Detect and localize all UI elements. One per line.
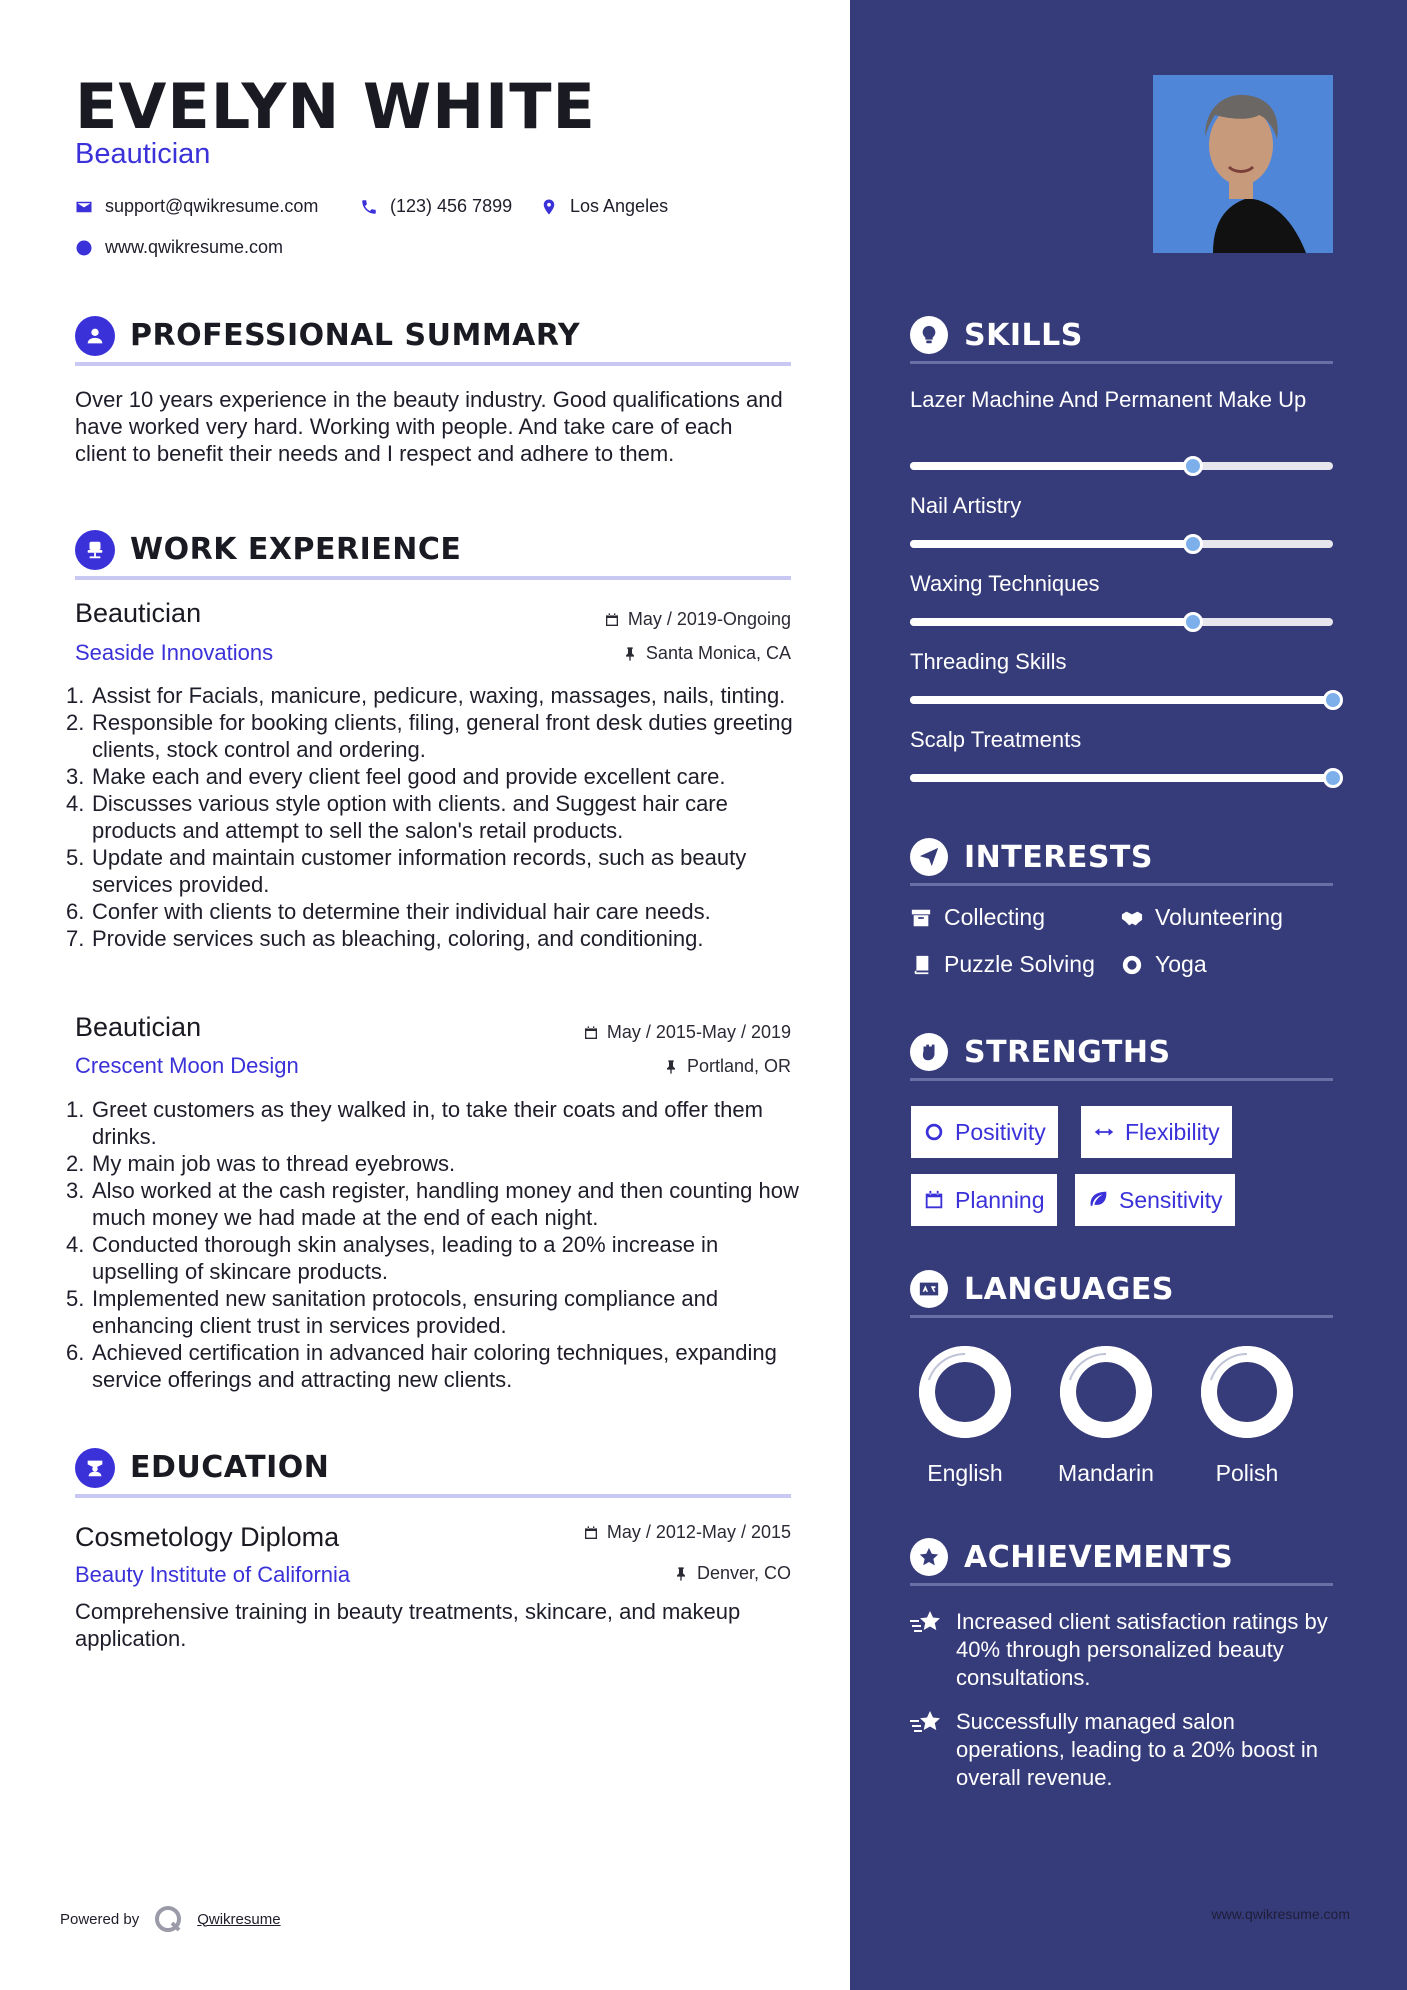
job-1-bullet: 5. Update and maintain customer information records, such as beauty services provided. xyxy=(66,845,747,897)
education-date: May / 2012-May / 2015 xyxy=(583,1522,791,1543)
contact-phone[interactable] xyxy=(360,196,512,217)
job-2-bullet: 2. My main job was to thread eyebrows. xyxy=(66,1151,456,1176)
interest-yoga: Yoga xyxy=(1121,951,1207,978)
skill-level-fill xyxy=(910,696,1333,704)
skill-level-bar xyxy=(910,696,1333,704)
summary-title: PROFESSIONAL SUMMARY xyxy=(130,318,581,353)
language-name: Polish xyxy=(1215,1460,1279,1486)
qwikresume-link[interactable]: Qwikresume xyxy=(197,1910,281,1928)
interests-section-header xyxy=(910,838,1333,886)
skill-name: Threading Skills xyxy=(910,649,1067,674)
achievements-section-header xyxy=(910,1538,1333,1586)
pushpin-icon xyxy=(622,646,638,662)
job-1-bullet: 2. Responsible for booking clients, filing, general front desk duties greeting clients, stock control and ordering. xyxy=(66,710,793,762)
language-translate-icon xyxy=(910,1270,948,1308)
shooting-star-icon xyxy=(910,1710,942,1736)
education-degree: Cosmetology Diploma xyxy=(75,1522,340,1552)
job-2-bullet: 3. Also worked at the cash register, handling money and then counting how much money we had made at the end of each night. xyxy=(66,1178,799,1230)
skill-level-fill xyxy=(910,462,1193,470)
job-1-location: Santa Monica, CA xyxy=(622,643,791,664)
skill-level-bar xyxy=(910,462,1333,470)
job-1-company: Seaside Innovations xyxy=(75,640,274,665)
contact-location xyxy=(540,196,668,217)
job-2-title: Beautician xyxy=(75,1012,202,1042)
experience-title: WORK EXPERIENCE xyxy=(130,532,462,567)
language-level-ring xyxy=(917,1344,1013,1440)
qwikresume-logo-icon xyxy=(153,1904,183,1934)
skill-name: Scalp Treatments xyxy=(910,727,1082,752)
achievement-1: Increased client satisfaction ratings by 40% through personalized beauty consultations. xyxy=(910,1608,1340,1692)
lightbulb-icon xyxy=(910,316,948,354)
powered-by: Powered by Qwikresume xyxy=(60,1904,281,1934)
job-1-title: Beautician xyxy=(75,598,202,628)
language-polish xyxy=(1192,1344,1302,1487)
skill-name: Lazer Machine And Permanent Make Up xyxy=(910,387,1307,412)
education-title: EDUCATION xyxy=(130,1450,330,1485)
phone-icon xyxy=(360,198,378,216)
skill-level-knob xyxy=(1323,768,1343,788)
sidebar-column xyxy=(850,0,1407,1990)
skill-level-knob xyxy=(1183,534,1203,554)
strengths-section-header xyxy=(910,1033,1333,1081)
job-2-bullets xyxy=(66,1096,800,1393)
contact-email[interactable] xyxy=(75,196,318,217)
job-2-company: Crescent Moon Design xyxy=(75,1053,299,1078)
skill-level-fill xyxy=(910,774,1333,782)
job-2-bullet: 1. Greet customers as they walked in, to take their coats and offer them drinks. xyxy=(66,1097,763,1149)
interest-collecting: Collecting xyxy=(910,904,1045,931)
job-2-date: May / 2015-May / 2019 xyxy=(583,1022,791,1043)
strength-sensitivity: Sensitivity xyxy=(1075,1174,1235,1226)
language-mandarin xyxy=(1051,1344,1161,1487)
paper-plane-icon xyxy=(910,838,948,876)
user-icon xyxy=(75,316,115,356)
candidate-name: EVELYN WHITE xyxy=(75,70,596,143)
skill-level-bar xyxy=(910,540,1333,548)
experience-section-header xyxy=(75,530,791,580)
languages-section-header xyxy=(910,1270,1333,1318)
job-2-bullet: 5. Implemented new sanitation protocols, ensuring compliance and enhancing client trust in services provided. xyxy=(66,1286,719,1338)
strength-planning: Planning xyxy=(911,1174,1057,1226)
education-section-header xyxy=(75,1448,791,1498)
globe-icon xyxy=(75,239,93,257)
sun-icon xyxy=(923,1121,945,1143)
job-1-bullet: 4. Discusses various style option with clients. and Suggest hair care products and attempt to sell the salon's retail products. xyxy=(66,791,728,843)
contact-website[interactable] xyxy=(75,237,283,258)
job-1-bullet: 7. Provide services such as bleaching, coloring, and conditioning. xyxy=(66,926,704,951)
skill-level-fill xyxy=(910,618,1193,626)
book-icon xyxy=(910,954,932,976)
profile-photo xyxy=(1153,75,1333,253)
skill-level-knob xyxy=(1323,690,1343,710)
job-2-bullet: 6. Achieved certification in advanced hair coloring techniques, expanding service offerings and attracting new clients. xyxy=(66,1340,777,1392)
job-1-bullets xyxy=(66,682,800,952)
handshake-icon xyxy=(1121,907,1143,929)
skill-level-bar xyxy=(910,774,1333,782)
language-english xyxy=(910,1344,1020,1487)
skill-name: Waxing Techniques xyxy=(910,571,1100,596)
education-description: Comprehensive training in beauty treatments, skincare, and makeup application. xyxy=(75,1599,741,1651)
skill-level-bar xyxy=(910,618,1333,626)
achievements-title: ACHIEVEMENTS xyxy=(964,1540,1234,1575)
raised-fist-icon xyxy=(910,1033,948,1071)
summary-section-header xyxy=(75,316,791,366)
job-1-bullet: 1. Assist for Facials, manicure, pedicure, waxing, massages, nails, tinting. xyxy=(66,683,786,708)
job-1-date: May / 2019-Ongoing xyxy=(604,609,791,630)
interest-volunteering: Volunteering xyxy=(1121,904,1283,931)
skill-level-knob xyxy=(1183,456,1203,476)
interests-title: INTERESTS xyxy=(964,840,1153,875)
life-ring-icon xyxy=(1121,954,1143,976)
candidate-role: Beautician xyxy=(75,138,211,170)
job-1-bullet: 6. Confer with clients to determine their individual hair care needs. xyxy=(66,899,711,924)
interest-puzzle-solving: Puzzle Solving xyxy=(910,951,1095,978)
skills-title: SKILLS xyxy=(964,318,1083,353)
leaf-icon xyxy=(1087,1189,1109,1211)
shooting-star-icon xyxy=(910,1610,942,1636)
skill-level-fill xyxy=(910,540,1193,548)
calendar-icon xyxy=(923,1189,945,1211)
arrows-horizontal-icon xyxy=(1093,1121,1115,1143)
education-school: Beauty Institute of California xyxy=(75,1562,351,1587)
phone-text: (123) 456 7899 xyxy=(390,196,513,216)
strength-flexibility: Flexibility xyxy=(1081,1106,1232,1158)
email-text: support@qwikresume.com xyxy=(105,196,319,216)
envelope-icon xyxy=(75,198,93,216)
achievement-2: Successfully managed salon operations, leading to a 20% boost in overall revenue. xyxy=(910,1708,1340,1792)
summary-text: Over 10 years experience in the beauty industry. Good qualifications and have worked very hard. Working with people. And take care of each client to benefit their needs and I respect and adhere to them. xyxy=(75,387,783,466)
language-level-ring xyxy=(1058,1344,1154,1440)
pushpin-icon xyxy=(663,1059,679,1075)
strengths-title: STRENGTHS xyxy=(964,1035,1171,1070)
pushpin-icon xyxy=(673,1566,689,1582)
map-pin-icon xyxy=(540,198,558,216)
calendar-icon xyxy=(604,612,620,628)
calendar-icon xyxy=(583,1025,599,1041)
star-badge-icon xyxy=(910,1538,948,1576)
education-location: Denver, CO xyxy=(673,1563,791,1584)
strength-positivity: Positivity xyxy=(911,1106,1058,1158)
website-text: www.qwikresume.com xyxy=(105,237,284,257)
language-level-ring xyxy=(1199,1344,1295,1440)
footer-site[interactable]: www.qwikresume.com xyxy=(1211,1906,1350,1922)
archive-box-icon xyxy=(910,907,932,929)
job-2-bullet: 4. Conducted thorough skin analyses, leading to a 20% increase in upselling of skincare products. xyxy=(66,1232,719,1284)
language-name: English xyxy=(927,1460,1003,1486)
location-text: Los Angeles xyxy=(570,196,669,216)
calendar-icon xyxy=(583,1525,599,1541)
skill-level-knob xyxy=(1183,612,1203,632)
language-name: Mandarin xyxy=(1058,1460,1154,1486)
skills-section-header xyxy=(910,316,1333,364)
skill-name: Nail Artistry xyxy=(910,493,1022,518)
job-2-location: Portland, OR xyxy=(663,1056,791,1077)
office-chair-icon xyxy=(75,530,115,570)
graduate-icon xyxy=(75,1448,115,1488)
languages-title: LANGUAGES xyxy=(964,1272,1174,1307)
job-1-bullet: 3. Make each and every client feel good and provide excellent care. xyxy=(66,764,726,789)
